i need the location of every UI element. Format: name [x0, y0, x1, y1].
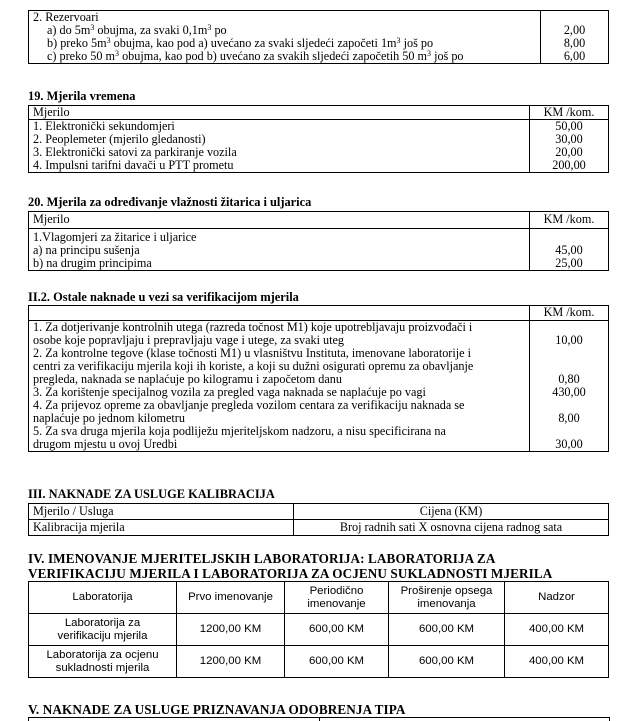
- table-row: [29, 520, 609, 536]
- value-b: 8,00: [563, 36, 586, 50]
- table-row: [29, 614, 609, 646]
- reservoir-line-a: a) do $5m^3$ obujma, za svaki $0,1m^3$ po: [47, 23, 227, 37]
- lab-name: Laboratorija za verifikaciju mjerila: [29, 614, 177, 646]
- section-20-title: 20. Mjerila za određivanje vlažnosti žitarica i uljarica: [28, 195, 312, 209]
- column-header: Prvo imenovanje: [177, 582, 285, 614]
- fee-cell: 400,00 KM: [505, 614, 609, 646]
- column-header: Mjerilo / Usluga: [29, 504, 294, 520]
- fee-cell: 600,00 KM: [285, 646, 389, 678]
- fee-cell: 600,00 KM: [285, 614, 389, 646]
- laboratory-table: [28, 581, 609, 678]
- column-header: Nadzor: [505, 582, 609, 614]
- other-fees-table: [28, 305, 609, 452]
- price-value: 20,00: [555, 145, 583, 159]
- fee-cell: 1200,00 KM: [177, 646, 285, 678]
- price-value: 50,00: [555, 119, 583, 133]
- price-value: 25,00: [555, 256, 583, 270]
- table-row: [29, 229, 609, 271]
- column-header: KM /kom.: [530, 106, 609, 120]
- price-value: 430,00: [552, 385, 586, 399]
- column-header: Laboratorija: [29, 582, 177, 614]
- reservoir-line-b: b) preko $5m^3$ obujma, kao pod a) uvećano za svaki sljedeći započeti $1m^3$ još po: [47, 36, 434, 50]
- price-value: 10,00: [555, 333, 583, 347]
- service-price: Broj radnih sati X osnovna cijena radnog sata: [294, 520, 609, 536]
- section-v-table-edge: [28, 717, 610, 721]
- table-row: 1. Za dotjerivanje kontrolnih utega (razreda točnost M1) koje upotrebljavaju proizvođači i osobe koje popravljaju i prepravljaju vage i utege, za svaki uteg 2. Za kontrolne tegove (klase točnosti M1) u vlasništvu Instituta, imenovane laboratorije i centri za verifikaciju mjerila koji ih koriste, a koji su dužni osigurati opremu za obavljanje pregleda, naknada se naplaćuje po kilogramu i započetom danu 3. Za korištenje specijalnog vozila za pregled vaga naknada se naplaćuje po vagi 4. Za prijevoz opreme za obavljanje pregleda vozilom centara za verifikaciju naknada se naplaćuje po jednom kilometru 5. Za sva druga mjerila koja podliježu mjeriteljskom nadzoru, a nisu specificirana na drugom mjestu u ovoj Uredbi 10,00 0,80 430,00 8,00 30,00: [29, 321, 609, 452]
- table-header-row: [29, 306, 609, 321]
- table-header-row: [29, 106, 609, 120]
- list-item: 3. Elektronički satovi za parkiranje vozila: [33, 145, 237, 159]
- table-row: [29, 11, 609, 64]
- section-v-title: V. NAKNADE ZA USLUGE PRIZNAVANJA ODOBRENJA TIPA: [28, 702, 406, 717]
- section-20-table-wrap: [28, 211, 608, 271]
- list-item: 2. Peoplemeter (mjerilo gledanosti): [33, 132, 206, 146]
- column-header: Proširenje opsega imenovanja: [389, 582, 505, 614]
- section-iv-title: IV. IMENOVANJE MJERITELJSKIH LABORATORIJA: LABORATORIJA ZA VERIFIKACIJU MJERILA I LABORATORIJA ZA OCJENU SUKLADNOSTI MJERILA: [28, 551, 553, 581]
- column-header: Mjerilo: [29, 212, 530, 229]
- section-iii-title: III. NAKNADE ZA USLUGE KALIBRACIJA: [28, 487, 275, 501]
- column-header: Cijena (KM): [294, 504, 609, 520]
- table-header-row: [29, 212, 609, 229]
- value-a: 2,00: [563, 23, 586, 37]
- time-meters-table: [28, 105, 609, 173]
- table-header-row: [29, 582, 609, 614]
- column-header: Periodično imenovanje: [285, 582, 389, 614]
- reservoir-cell: [29, 11, 541, 64]
- table-row: [29, 120, 609, 173]
- list-item: a) na principu sušenja: [33, 243, 140, 257]
- section-ii2-title: II.2. Ostale naknade u vezi sa verifikacijom mjerila: [28, 290, 299, 304]
- list-item: b) na drugim principima: [33, 256, 152, 270]
- section-ii2-table-wrap: [28, 305, 608, 452]
- reservoir-table: [28, 10, 609, 64]
- fee-cell: 1200,00 KM: [177, 614, 285, 646]
- section-19-title: 19. Mjerila vremena: [28, 89, 136, 103]
- table-row: [29, 646, 609, 678]
- lab-name: Laboratorija za ocjenu sukladnosti mjerila: [29, 646, 177, 678]
- fee-cell: 400,00 KM: [505, 646, 609, 678]
- list-item: 1.Vlagomjeri za žitarice i uljarice: [33, 230, 197, 244]
- fee-cell: 600,00 KM: [389, 614, 505, 646]
- table-header-row: [29, 504, 609, 520]
- price-value: 8,00: [558, 411, 580, 425]
- fee-cell: 600,00 KM: [389, 646, 505, 678]
- column-header: KM /kom.: [530, 306, 609, 321]
- column-header: KM /kom.: [530, 212, 609, 229]
- price-value: 30,00: [555, 437, 583, 451]
- section-iv-table-wrap: [28, 581, 608, 678]
- moisture-meters-table: [28, 211, 609, 271]
- service-label: Kalibracija mjerila: [29, 520, 294, 536]
- reservoir-table-section: [28, 10, 608, 64]
- list-item: 1. Elektronički sekundomjeri: [33, 119, 175, 133]
- section-19-table-wrap: [28, 105, 608, 173]
- price-value: 30,00: [555, 132, 583, 146]
- value-c: 6,00: [563, 49, 586, 63]
- reservoir-title: 2. Rezervoari: [33, 10, 99, 24]
- section-iii-table-wrap: [28, 503, 608, 536]
- reservoir-line-c: c) preko 50 $m^3$ obujma, kao pod b) uvećano za svakih sljedeći započetih 50 $m^3$ još po: [47, 49, 464, 63]
- price-value: 0,80: [558, 372, 580, 386]
- column-header: Mjerilo: [29, 106, 530, 120]
- reservoir-values: [541, 11, 609, 64]
- calibration-table: [28, 503, 609, 536]
- list-item: 4. Impulsni tarifni davači u PTT prometu: [33, 158, 234, 172]
- price-value: 200,00: [552, 158, 586, 172]
- price-value: 45,00: [555, 243, 583, 257]
